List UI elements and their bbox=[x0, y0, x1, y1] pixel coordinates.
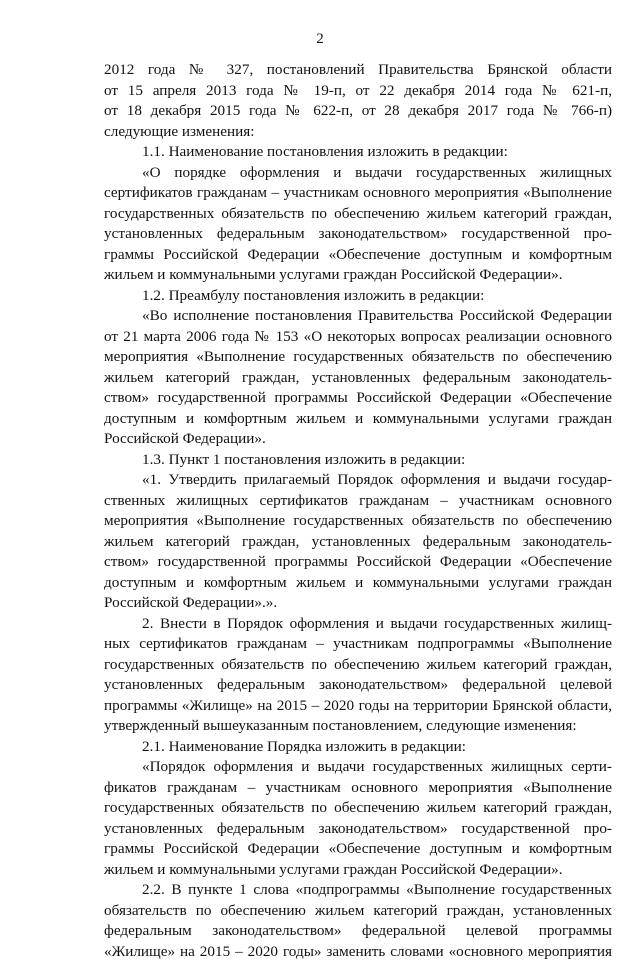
text-line: от 15 апреля 2013 года № 19-п, от 22 декабря 2014 года № 621-п, bbox=[104, 81, 612, 102]
text-line: «Жилище» на 2015 – 2020 годы» заменить словами «основного мероприятия bbox=[104, 942, 612, 962]
text-line: установленных федеральным законодательством» государственной про- bbox=[104, 224, 612, 245]
text-line: Российской Федерации». bbox=[104, 429, 612, 450]
text-line: 1.1. Наименование постановления изложить в редакции: bbox=[104, 142, 612, 163]
text-line: доступным и комфортным жильем и коммунальными услугами граждан bbox=[104, 409, 612, 430]
text-line: жильем категорий граждан, установленных федеральным законодатель- bbox=[104, 532, 612, 553]
text-line: от 21 марта 2006 года № 153 «О некоторых вопросах реализации основного bbox=[104, 327, 612, 348]
text-line: «1. Утвердить прилагаемый Порядок оформления и выдачи государ- bbox=[104, 470, 612, 491]
text-line: 1.3. Пункт 1 постановления изложить в редакции: bbox=[104, 450, 612, 471]
text-line: доступным и комфортным жильем и коммунальными услугами граждан bbox=[104, 573, 612, 594]
page-number: 2 bbox=[0, 30, 640, 48]
text-line: ственных жилищных сертификатов гражданам – участникам основного bbox=[104, 491, 612, 512]
text-line: Российской Федерации».». bbox=[104, 593, 612, 614]
text-line: мероприятия «Выполнение государственных обязательств по обеспечению bbox=[104, 347, 612, 368]
text-line: мероприятия «Выполнение государственных обязательств по обеспечению bbox=[104, 511, 612, 532]
text-line: 1.2. Преамбулу постановления изложить в редакции: bbox=[104, 286, 612, 307]
text-line: установленных федеральным законодательством» федеральной целевой bbox=[104, 675, 612, 696]
text-line: жильем категорий граждан, установленных федеральным законодатель- bbox=[104, 368, 612, 389]
text-line: ных сертификатов гражданам – участникам подпрограммы «Выполнение bbox=[104, 634, 612, 655]
document-body bbox=[104, 60, 612, 962]
text-line: ством» государственной программы Российской Федерации «Обеспечение bbox=[104, 552, 612, 573]
text-line: ством» государственной программы Российской Федерации «Обеспечение bbox=[104, 388, 612, 409]
text-line: граммы Российской Федерации «Обеспечение доступным и комфортным bbox=[104, 245, 612, 266]
text-line: от 18 декабря 2015 года № 622-п, от 28 декабря 2017 года № 766-п) bbox=[104, 101, 612, 122]
text-line: обязательств по обеспечению жильем категорий граждан, установленных bbox=[104, 901, 612, 922]
text-line: «Порядок оформления и выдачи государственных жилищных серти- bbox=[104, 757, 612, 778]
text-line: установленных федеральным законодательством» государственной про- bbox=[104, 819, 612, 840]
text-line: следующие изменения: bbox=[104, 122, 612, 143]
text-line: жильем и коммунальными услугами граждан Российской Федерации». bbox=[104, 265, 612, 286]
text-line: 2012 года № 327, постановлений Правительства Брянской области bbox=[104, 60, 612, 81]
text-line: фикатов гражданам – участникам основного мероприятия «Выполнение bbox=[104, 778, 612, 799]
text-line: 2. Внести в Порядок оформления и выдачи государственных жилищ- bbox=[104, 614, 612, 635]
text-line: федеральным законодательством» федеральной целевой программы bbox=[104, 921, 612, 942]
text-line: утвержденный вышеуказанным постановлением, следующие изменения: bbox=[104, 716, 612, 737]
text-line: граммы Российской Федерации «Обеспечение доступным и комфортным bbox=[104, 839, 612, 860]
text-line: «О порядке оформления и выдачи государственных жилищных bbox=[104, 163, 612, 184]
text-line: «Во исполнение постановления Правительства Российской Федерации bbox=[104, 306, 612, 327]
text-line: 2.1. Наименование Порядка изложить в редакции: bbox=[104, 737, 612, 758]
text-line: государственных обязательств по обеспечению жильем категорий граждан, bbox=[104, 655, 612, 676]
text-line: государственных обязательств по обеспечению жильем категорий граждан, bbox=[104, 204, 612, 225]
text-line: программы «Жилище» на 2015 – 2020 годы на территории Брянской области, bbox=[104, 696, 612, 717]
text-line: сертификатов гражданам – участникам основного мероприятия «Выполнение bbox=[104, 183, 612, 204]
text-line: жильем и коммунальными услугами граждан Российской Федерации». bbox=[104, 860, 612, 881]
text-line: 2.2. В пункте 1 слова «подпрограммы «Выполнение государственных bbox=[104, 880, 612, 901]
text-line: государственных обязательств по обеспечению жильем категорий граждан, bbox=[104, 798, 612, 819]
